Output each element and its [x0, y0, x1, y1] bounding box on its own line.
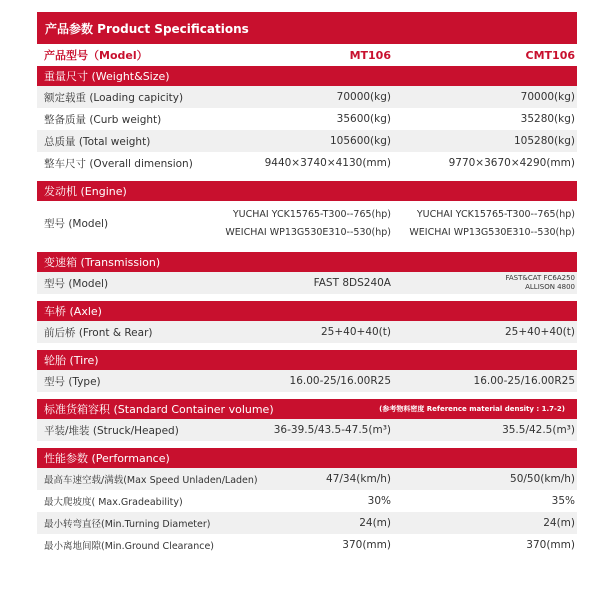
row-label: 总质量 (Total weight) — [44, 135, 151, 148]
table-row — [37, 272, 577, 294]
section-title: 标准货箱容积 (Standard Container volume) — [44, 403, 274, 416]
table-row — [37, 86, 577, 108]
row-label: 整车尺寸 (Overall dimension) — [44, 157, 193, 170]
section-title: 性能参数 (Performance) — [44, 452, 170, 465]
section-axle-header — [37, 301, 577, 321]
section-title: 车桥 (Axle) — [44, 305, 102, 318]
section-title: 变速箱 (Transmission) — [44, 256, 161, 269]
section-performance-header — [37, 448, 577, 468]
engine-values-b — [391, 209, 577, 238]
section-container-header — [37, 399, 577, 419]
table-row — [37, 321, 577, 343]
table-row — [37, 419, 577, 441]
row-value-a: 9440×3740×4130(mm) — [264, 157, 391, 169]
row-value-a: 30% — [367, 495, 391, 507]
row-label: 最小离地间隙(Min.Ground Clearance) — [44, 541, 215, 552]
row-value-a: 16.00-25/16.00R25 — [289, 375, 391, 387]
section-title: 轮胎 (Tire) — [44, 354, 99, 367]
row-label: 型号 (Type) — [44, 375, 101, 388]
row-label: 额定载重 (Loading capicity) — [44, 91, 184, 104]
engine-b-line: YUCHAI YCK15765-T300--765(hp) — [416, 208, 575, 220]
row-value-a: 370(mm) — [342, 539, 391, 551]
table-row — [37, 130, 577, 152]
section-weight-header — [37, 66, 577, 86]
row-value-b: 35280(kg) — [520, 113, 575, 125]
table-row — [37, 108, 577, 130]
row-value-b: 370(mm) — [526, 539, 575, 551]
model-a: MT106 — [349, 48, 391, 62]
engine-a-line: WEICHAI WP13G530E310--530(hp) — [225, 226, 391, 238]
density-note: (参考物料密度 Reference material density : 1.7-2) — [379, 405, 565, 413]
row-value-b: 35.5/42.5(m³) — [502, 424, 575, 436]
table-row — [37, 512, 577, 534]
section-title: 重量尺寸 (Weight&Size) — [44, 70, 170, 83]
row-value-a: 24(m) — [359, 517, 391, 529]
transmission-b-line: ALLISON 4800 — [525, 283, 575, 291]
row-value-b: 50/50(km/h) — [510, 473, 575, 485]
table-row — [37, 370, 577, 392]
transmission-b-line: FAST&CAT FC6A250 — [505, 274, 575, 282]
section-transmission-header — [37, 252, 577, 272]
row-label: 最高车速空载/满载(Max Speed Unladen/Laden) — [44, 475, 258, 486]
engine-a-line: YUCHAI YCK15765-T300--765(hp) — [232, 208, 391, 220]
row-label: 最大爬坡度( Max.Gradeability) — [44, 497, 183, 508]
table-row — [37, 534, 577, 556]
row-value-b: 24(m) — [543, 517, 575, 529]
row-value-a: 35600(kg) — [336, 113, 391, 125]
row-label: 型号 (Model) — [44, 217, 109, 230]
model-label: 产品型号（Model） — [44, 49, 148, 62]
section-title: 发动机 (Engine) — [44, 185, 127, 198]
row-value-b — [391, 274, 577, 292]
table-row — [37, 490, 577, 512]
row-label: 最小转弯直径(Min.Turning Diameter) — [44, 519, 211, 530]
table-row — [37, 152, 577, 174]
section-engine-header — [37, 181, 577, 201]
spec-header — [37, 12, 577, 44]
model-b: CMT106 — [525, 48, 575, 62]
row-value-a: 47/34(km/h) — [326, 473, 391, 485]
row-value-b: 25+40+40(t) — [505, 326, 575, 338]
row-label: 平装/堆装 (Struck/Heaped) — [44, 424, 179, 437]
engine-b-line: WEICHAI WP13G530E310--530(hp) — [409, 226, 575, 238]
row-value-a: 25+40+40(t) — [321, 326, 391, 338]
model-row — [37, 44, 577, 66]
row-value-b: 105280(kg) — [513, 135, 575, 147]
row-value-b: 9770×3670×4290(mm) — [448, 157, 575, 169]
row-value-a: 105600(kg) — [329, 135, 391, 147]
row-value-b: 70000(kg) — [520, 91, 575, 103]
row-value-a: 70000(kg) — [336, 91, 391, 103]
engine-values-a — [215, 209, 391, 238]
row-value-b: 35% — [551, 495, 575, 507]
row-value-a: FAST 8DS240A — [313, 277, 391, 289]
row-label: 前后桥 (Front & Rear) — [44, 326, 153, 339]
row-label: 型号 (Model) — [44, 277, 109, 290]
table-row — [37, 201, 577, 245]
row-label: 整备质量 (Curb weight) — [44, 113, 162, 126]
spec-sheet — [37, 12, 577, 556]
spec-title: 产品参数 Product Specifications — [45, 21, 249, 36]
row-value-a: 36-39.5/43.5-47.5(m³) — [273, 424, 391, 436]
row-value-b: 16.00-25/16.00R25 — [473, 375, 575, 387]
section-tire-header — [37, 350, 577, 370]
table-row — [37, 468, 577, 490]
